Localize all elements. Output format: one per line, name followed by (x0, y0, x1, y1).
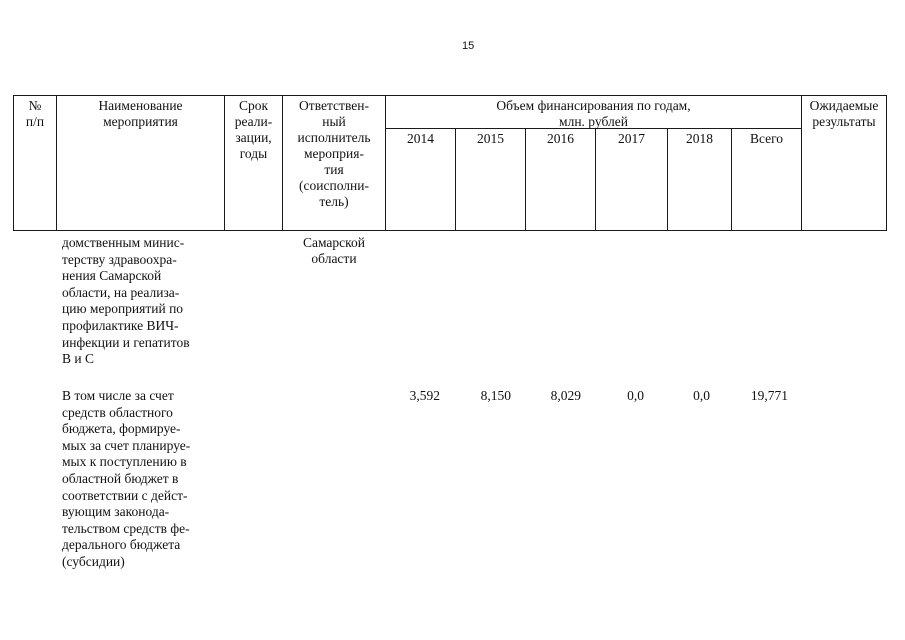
table-row-2-name: В том числе за счет средств областного бюджета, формируе- мых за счет планируе- мых к поступлению в областной бюджет в соответствии с дейст- вующим законода- тельством средств фе- дерального бюджета (субсидии) (62, 388, 191, 569)
header-funding: Объем финансирования по годам, млн. рублей (496, 98, 691, 129)
header-year-2016: 2016 (547, 131, 574, 146)
header-executor: Ответствен- ный исполнитель мероприя- тия (соисполни- тель) (297, 98, 371, 209)
header-name: Наименование мероприятия (98, 98, 183, 129)
page-number: 15 (462, 40, 475, 52)
table-row-2-value-total: 19,771 (750, 388, 788, 403)
header-year-2015: 2015 (477, 131, 504, 146)
table-row-2-value-2017: 0,0 (627, 388, 644, 403)
header-year-2017: 2017 (618, 131, 645, 146)
header-total: Всего (749, 131, 784, 146)
header-year-2018: 2018 (686, 131, 713, 146)
table-row-2-value-2014: 3,592 (409, 388, 440, 403)
table-row-2-value-2018: 0,0 (693, 388, 710, 403)
table-row-2-value-2015: 8,150 (480, 388, 511, 403)
header-results: Ожидаемые результаты (809, 98, 879, 129)
header-term: Срок реали- зации, годы (234, 98, 273, 161)
table-row-1-executor: Самарской области (302, 235, 366, 266)
table-row-1-name: домственным минис- терству здравоохра- нения Самарской области, на реализа- цию мероприятий по профилактике ВИЧ- инфекции и гепатитов В и С (62, 235, 190, 367)
table-row-2-value-2016: 8,029 (550, 388, 581, 403)
header-year-2014: 2014 (407, 131, 434, 146)
header-number: № п/п (25, 98, 45, 129)
